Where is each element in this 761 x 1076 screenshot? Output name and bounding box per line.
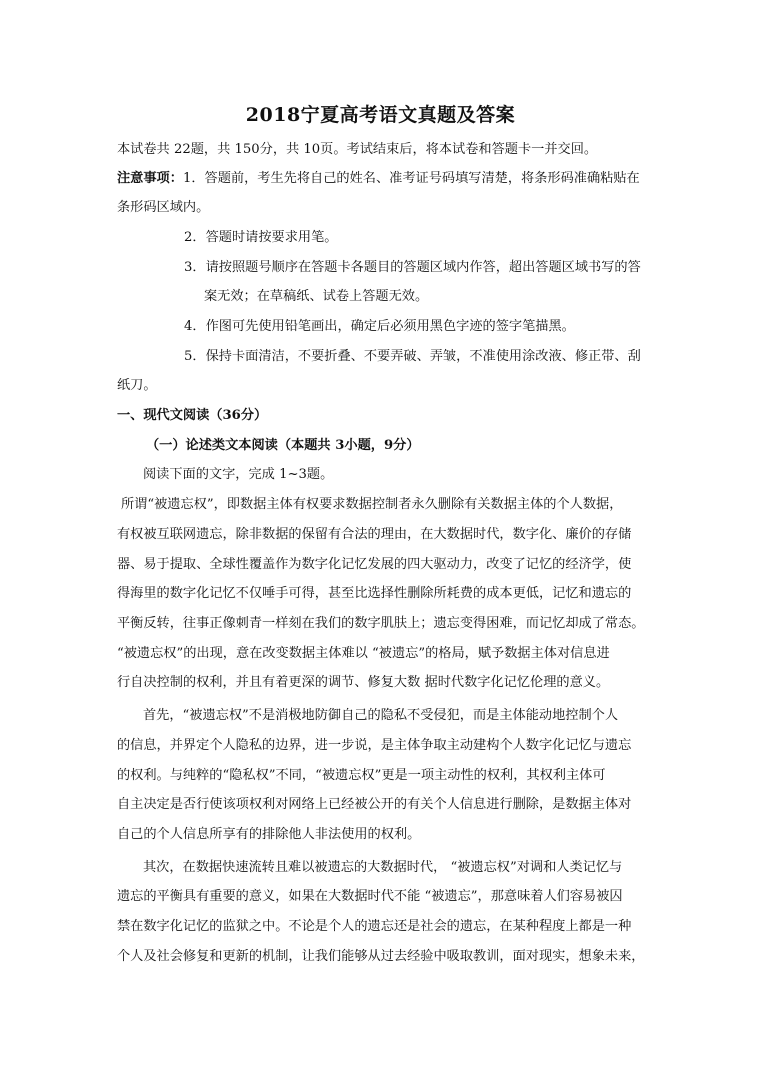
paragraph-line: 平衡反转，往事正像刺青一样刻在我们的数字肌肤上；遗忘变得困难，而记忆却成了常态。 bbox=[117, 616, 645, 631]
paragraph-line: 得海里的数字化记忆不仅唾手可得，甚至比选择性删除所耗费的成本更低，记忆和遗忘的 bbox=[117, 586, 632, 601]
notice-item-3a: 3．请按照题号顺序在答题卡各题目的答题区域内作答，超出答题区域书写的答 bbox=[184, 260, 641, 275]
paragraph-line: 的信息，并界定个人隐私的边界，进一步说，是主体争取主动建构个人数字化记忆与遗忘 bbox=[117, 738, 632, 753]
notice-item-1b: 条形码区域内。 bbox=[117, 200, 210, 215]
section-heading: 一、现代文阅读（36分） bbox=[117, 408, 268, 423]
notice-line-1 bbox=[117, 170, 640, 188]
subsection-heading: （一）论述类文本阅读（本题共 3小题，9分） bbox=[146, 438, 420, 453]
notice-item-3b: 案无效；在草稿纸、试卷上答题无效。 bbox=[204, 289, 429, 304]
paragraph-line: 有权被互联网遗忘，除非数据的保留有合法的理由，在大数据时代，数字化、廉价的存储 bbox=[117, 527, 632, 542]
notice-label: 注意事项： bbox=[117, 171, 183, 186]
notice-item-2: 2．答题时请按要求用笔。 bbox=[184, 230, 338, 245]
notice-item-4: 4．作图可先使用铅笔画出，确定后必须用黑色字迹的签字笔描黑。 bbox=[184, 319, 575, 334]
paragraph-line: 所谓“被遗忘权”，即数据主体有权要求数据控制者永久删除有关数据主体的个人数据， bbox=[121, 497, 623, 512]
paragraph-line: 遗忘的平衡具有重要的意义，如果在大数据时代不能 “被遗忘”，那意味着人们容易被囚 bbox=[117, 889, 623, 904]
intro-text: 本试卷共 22题，共 150分，共 10页。考试结束后，将本试卷和答题卡一并交回。 bbox=[117, 142, 598, 157]
paragraph-line: 自己的个人信息所享有的排除他人非法使用的权利。 bbox=[117, 827, 421, 842]
notice-item-5b: 纸刀。 bbox=[117, 378, 157, 393]
paragraph-line: 禁在数字化记忆的监狱之中。不论是个人的遗忘还是社会的遗忘，在某种程度上都是一种 bbox=[117, 919, 632, 934]
paragraph-line: 首先，“被遗忘权”不是消极地防御自己的隐私不受侵犯，而是主体能动地控制个人 bbox=[143, 708, 619, 723]
paragraph-line: “被遗忘权”的出现，意在改变数据主体难以 “被遗忘”的格局，赋予数据主体对信息进 bbox=[117, 646, 610, 661]
document-title: 2018宁夏高考语文真题及答案 bbox=[245, 104, 516, 126]
paragraph-line: 自主决定是否行使该项权利对网络上已经被公开的有关个人信息进行删除，是数据主体对 bbox=[117, 797, 632, 812]
notice-item-5a: 5．保持卡面清洁，不要折叠、不要弄破、弄皱，不准使用涂改液、修正带、刮 bbox=[184, 349, 641, 364]
paragraph-line: 个人及社会修复和更新的机制，让我们能够从过去经验中吸取教训，面对现实，想象未来， bbox=[117, 949, 645, 964]
notice-item-1a: 1．答题前，考生先将自己的姓名、准考证号码填写清楚，将条形码准确粘贴在 bbox=[182, 171, 640, 186]
paragraph-line: 器、易于提取、全球性覆盖作为数字化记忆发展的四大驱动力，改变了记忆的经济学，使 bbox=[117, 557, 632, 572]
paragraph-line: 行自决控制的权利，并且有着更深的调节、修复大数 据时代数字化记忆伦理的意义。 bbox=[117, 675, 610, 690]
reading-instruction: 阅读下面的文字，完成 1~3题。 bbox=[143, 467, 334, 482]
paragraph-line: 其次，在数据快速流转且难以被遗忘的大数据时代， “被遗忘权”对调和人类记忆与 bbox=[143, 860, 623, 875]
paragraph-line: 的权利。与纯粹的“隐私权”不同，“被遗忘权”更是一项主动性的权利，其权利主体可 bbox=[117, 768, 606, 783]
